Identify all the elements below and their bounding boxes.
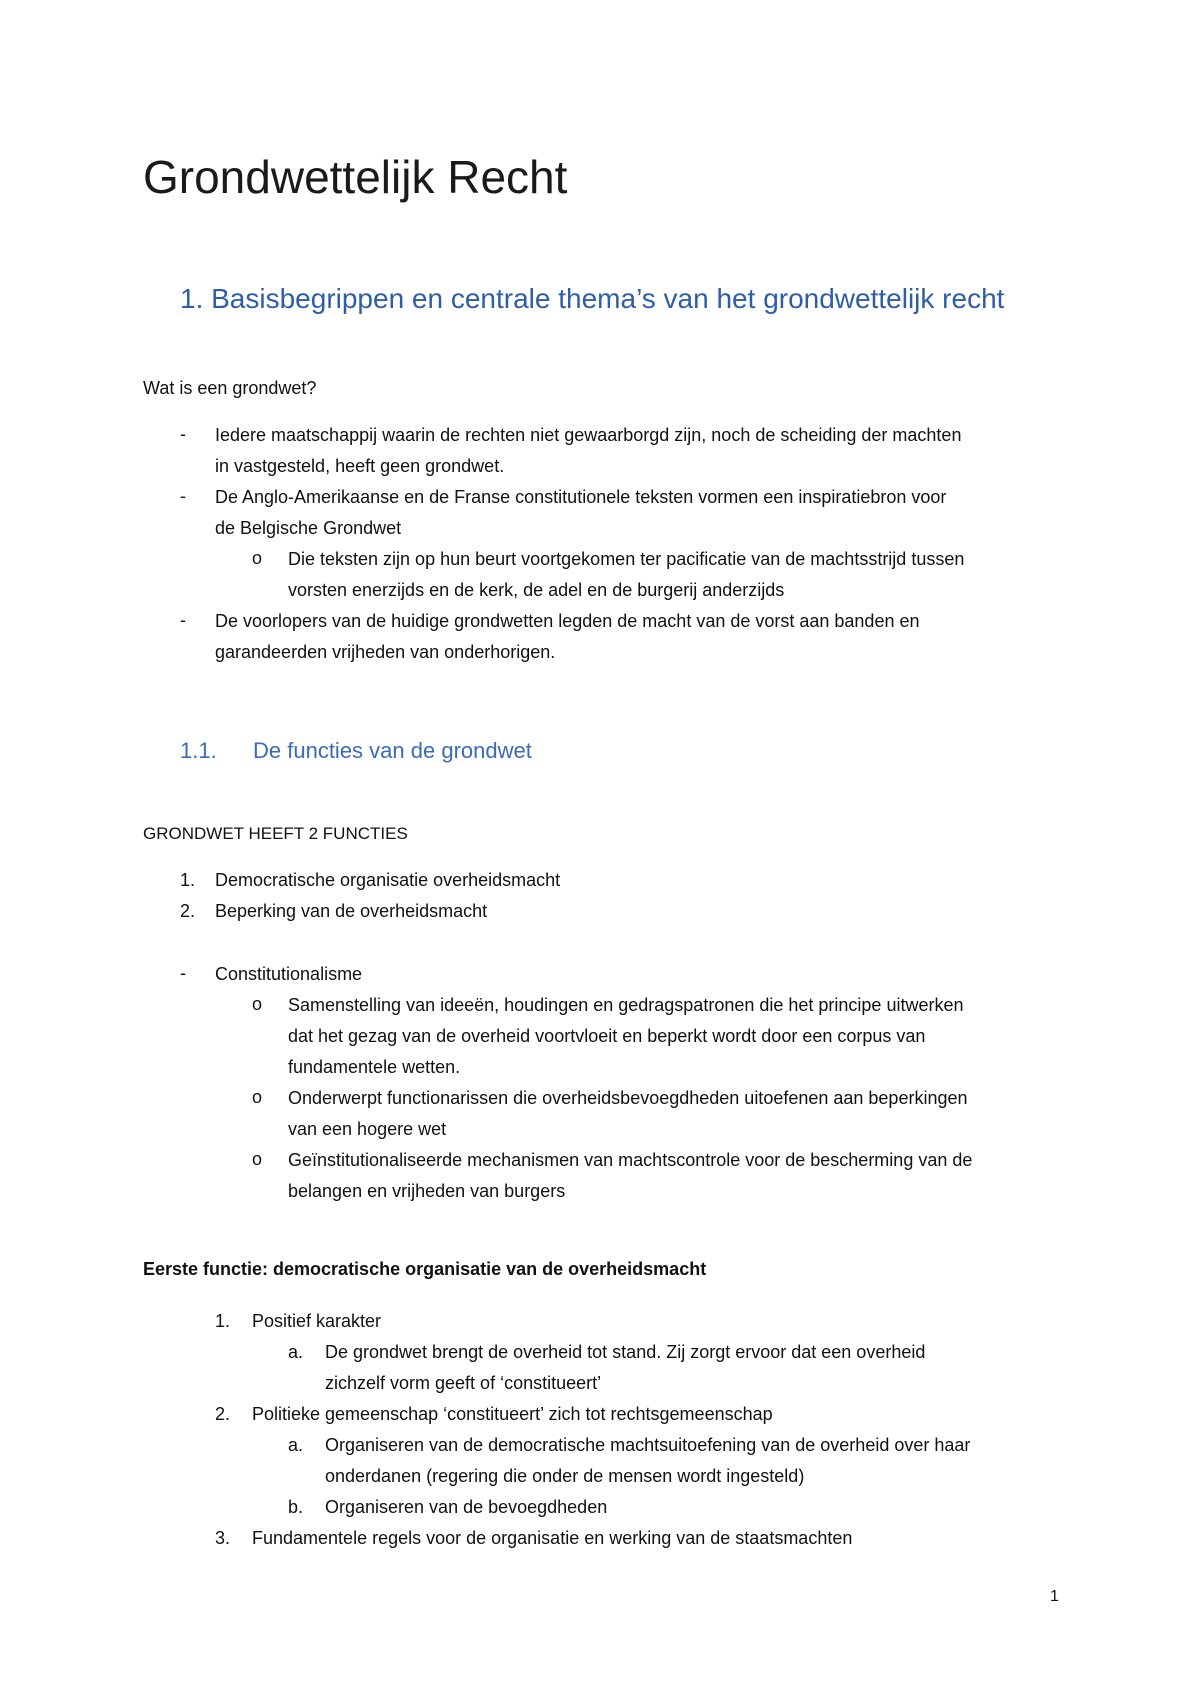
document-title: Grondwettelijk Recht [143,151,568,203]
intro-sub-bullet-line-2: vorsten enerzijds en de kerk, de adel en de burgerij anderzijds [288,580,785,600]
constitutionalism-item-3-line-1: Geïnstitutionaliseerde mechanismen van machtscontrole voor de bescherming van de [288,1150,973,1170]
intro-bullet-3-line-1: De voorlopers van de huidige grondwetten legden de macht van de vorst aan banden en [215,611,920,631]
intro-bullet-2-line-2: de Belgische Grondwet [215,518,402,538]
ff-item-2-number: 2. [215,1404,231,1424]
page-number: 1 [1050,1588,1059,1605]
bullet-o: o [252,1087,263,1107]
ff-item-2b-letter: b. [288,1497,304,1517]
function-2: Beperking van de overheidsmacht [215,901,488,921]
ff-item-2: Politieke gemeenschap ‘constitueert’ zich tot rechtsgemeenschap [252,1404,773,1424]
ff-item-2a-line-1: Organiseren van de democratische machtsuitoefening van de overheid over haar [325,1435,971,1455]
bullet-dash: - [180,963,186,983]
function-1-number: 1. [180,870,196,890]
heading-2-number: 1.1. [180,738,217,763]
bullet-o: o [252,548,263,568]
ff-item-1a-line-1: De grondwet brengt de overheid tot stand. Zij zorgt ervoor dat een overheid [325,1342,926,1362]
constitutionalism-item-2-line-2: van een hogere wet [288,1119,447,1139]
function-2-number: 2. [180,901,196,921]
intro-sub-bullet-line-1: Die teksten zijn op hun beurt voortgekomen ter pacificatie van de machtsstrijd tussen [288,549,965,569]
ff-item-2a-line-2: onderdanen (regering die onder de mensen wordt ingesteld) [325,1466,805,1486]
constitutionalism-item-2-line-1: Onderwerpt functionarissen die overheidsbevoegdheden uitoefenen aan beperkingen [288,1088,968,1108]
heading-2: De functies van de grondwet [253,738,532,763]
ff-item-3: Fundamentele regels voor de organisatie en werking van de staatsmachten [252,1528,853,1548]
heading-1: 1. Basisbegrippen en centrale thema’s van het grondwettelijk recht [180,283,1005,314]
intro-bullet-1-line-2: in vastgesteld, heeft geen grondwet. [215,456,505,476]
constitutionalism-item-1-line-1: Samenstelling van ideeën, houdingen en gedragspatronen die het principe uitwerken [288,995,964,1015]
ff-item-2a-letter: a. [288,1435,304,1455]
ff-item-1a-letter: a. [288,1342,304,1362]
bullet-o: o [252,1149,263,1169]
ff-item-2b-line-1: Organiseren van de bevoegdheden [325,1497,608,1517]
intro-bullet-1-line-1: Iedere maatschappij waarin de rechten niet gewaarborgd zijn, noch de scheiding der machten [215,425,962,445]
ff-item-1: Positief karakter [252,1311,382,1331]
constitutionalism-label: Constitutionalisme [215,964,363,984]
intro-bullet-2-line-1: De Anglo-Amerikaanse en de Franse constitutionele teksten vormen een inspiratiebron voor [215,487,947,507]
ff-item-1-number: 1. [215,1311,231,1331]
bullet-dash: - [180,486,186,506]
intro-bullet-3-line-2: garandeerden vrijheden van onderhorigen. [215,642,556,662]
bullet-dash: - [180,424,186,444]
ff-item-1a-line-2: zichzelf vorm geeft of ‘constitueert’ [325,1373,602,1393]
constitutionalism-item-1-line-3: fundamentele wetten. [288,1057,461,1077]
first-function-heading: Eerste functie: democratische organisatie van de overheidsmacht [143,1259,707,1279]
bullet-o: o [252,994,263,1014]
bullet-dash: - [180,610,186,630]
ff-item-3-number: 3. [215,1528,231,1548]
constitutionalism-item-1-line-2: dat het gezag van de overheid voortvloeit en beperkt wordt door een corpus van [288,1026,926,1046]
functions-label: GRONDWET HEEFT 2 FUNCTIES [143,824,408,843]
constitutionalism-item-3-line-2: belangen en vrijheden van burgers [288,1181,566,1201]
question-label: Wat is een grondwet? [143,378,317,398]
function-1: Democratische organisatie overheidsmacht [215,870,561,890]
